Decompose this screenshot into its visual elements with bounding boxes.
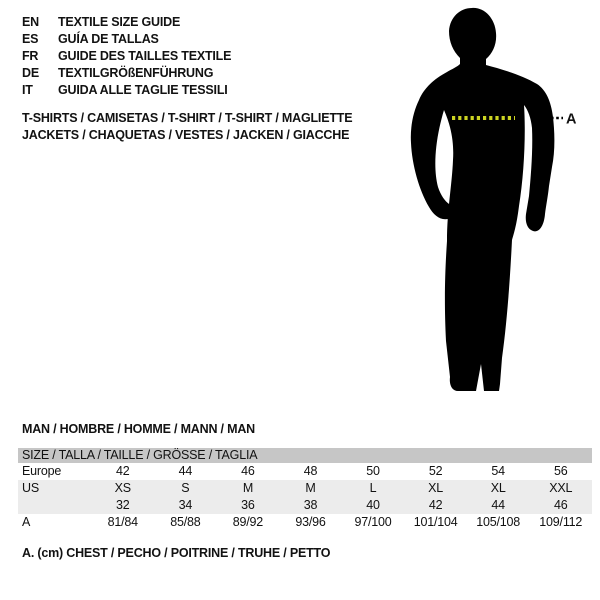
size-cell: 101/104	[413, 515, 458, 529]
lang-code: EN	[22, 15, 39, 29]
size-cell: 105/108	[476, 515, 521, 529]
row-label: A	[22, 515, 31, 529]
man-silhouette-figure	[402, 0, 580, 395]
lang-code: ES	[22, 32, 39, 46]
table-row-europe	[18, 463, 592, 480]
size-cell: 42	[116, 464, 130, 478]
size-cell: XXL	[549, 481, 573, 495]
size-cell: 46	[553, 498, 568, 512]
measure-label-a: A	[566, 111, 577, 128]
size-cell: L	[369, 481, 377, 495]
lang-code: FR	[22, 49, 39, 63]
language-list	[22, 14, 231, 99]
size-cell: S	[181, 481, 190, 495]
size-cell: 85/88	[170, 515, 201, 529]
size-cell: 34	[178, 498, 193, 512]
size-table	[18, 448, 592, 531]
lang-row-it	[22, 82, 231, 99]
size-cell: XL	[428, 481, 444, 495]
row-label: US	[22, 481, 39, 495]
size-table-header: SIZE / TALLA / TAILLE / GRÖSSE / TAGLIA	[18, 448, 592, 463]
size-cell: XS	[114, 481, 131, 495]
table-row-us	[18, 480, 592, 497]
category-title	[22, 110, 352, 144]
size-cell: 38	[303, 498, 318, 512]
size-cell: 56	[553, 464, 568, 478]
size-cell: XL	[490, 481, 506, 495]
size-cell: 93/96	[295, 515, 326, 529]
size-cell: 81/84	[107, 515, 138, 529]
row-label	[18, 497, 92, 514]
lang-row-es	[22, 31, 231, 48]
section-title-man: MAN / HOMBRE / HOMME / MANN / MAN	[22, 422, 255, 436]
lang-label: GUÍA DE TALLAS	[58, 32, 159, 46]
size-cell: 36	[241, 498, 255, 512]
category-line-jackets: JACKETS / CHAQUETAS / VESTES / JACKEN / GIACCHE	[22, 128, 350, 142]
size-cell: 50	[366, 464, 380, 478]
lang-label: GUIDA ALLE TAGLIE TESSILI	[58, 83, 228, 97]
lang-label: TEXTILGRÖßENFÜHRUNG	[58, 66, 214, 80]
size-cell: 44	[491, 498, 505, 512]
size-cell: 97/100	[354, 515, 392, 529]
size-cell: 52	[428, 464, 443, 478]
man-silhouette	[411, 8, 555, 391]
size-cell: 109/112	[539, 515, 583, 529]
lang-code: DE	[22, 66, 39, 80]
size-cell: M	[242, 481, 254, 495]
row-label: Europe	[22, 464, 62, 478]
category-line-tshirts: T-SHIRTS / CAMISETAS / T-SHIRT / T-SHIRT / MAGLIETTE	[22, 111, 353, 125]
size-cell: 48	[303, 464, 318, 478]
size-cell: M	[305, 481, 316, 495]
lang-label: TEXTILE SIZE GUIDE	[58, 15, 181, 29]
footnote-chest-legend: A. (cm) CHEST / PECHO / POITRINE / TRUHE / PETTO	[22, 546, 331, 560]
size-cell: 32	[116, 498, 130, 512]
lang-row-de	[22, 65, 231, 82]
lang-row-fr	[22, 48, 231, 65]
man-silhouette-svg	[402, 0, 580, 395]
size-cell: 54	[491, 464, 505, 478]
size-cell: 89/92	[232, 515, 264, 529]
size-cell: 44	[178, 464, 193, 478]
lang-row-en	[22, 14, 231, 31]
size-cell: 40	[366, 498, 380, 512]
size-cell: 46	[241, 464, 255, 478]
size-cell: 42	[428, 498, 443, 512]
lang-label: GUIDE DES TAILLES TEXTILE	[58, 49, 232, 63]
lang-code: IT	[22, 83, 33, 97]
table-row-chest-a	[18, 514, 592, 531]
table-row-numeric	[18, 497, 592, 514]
